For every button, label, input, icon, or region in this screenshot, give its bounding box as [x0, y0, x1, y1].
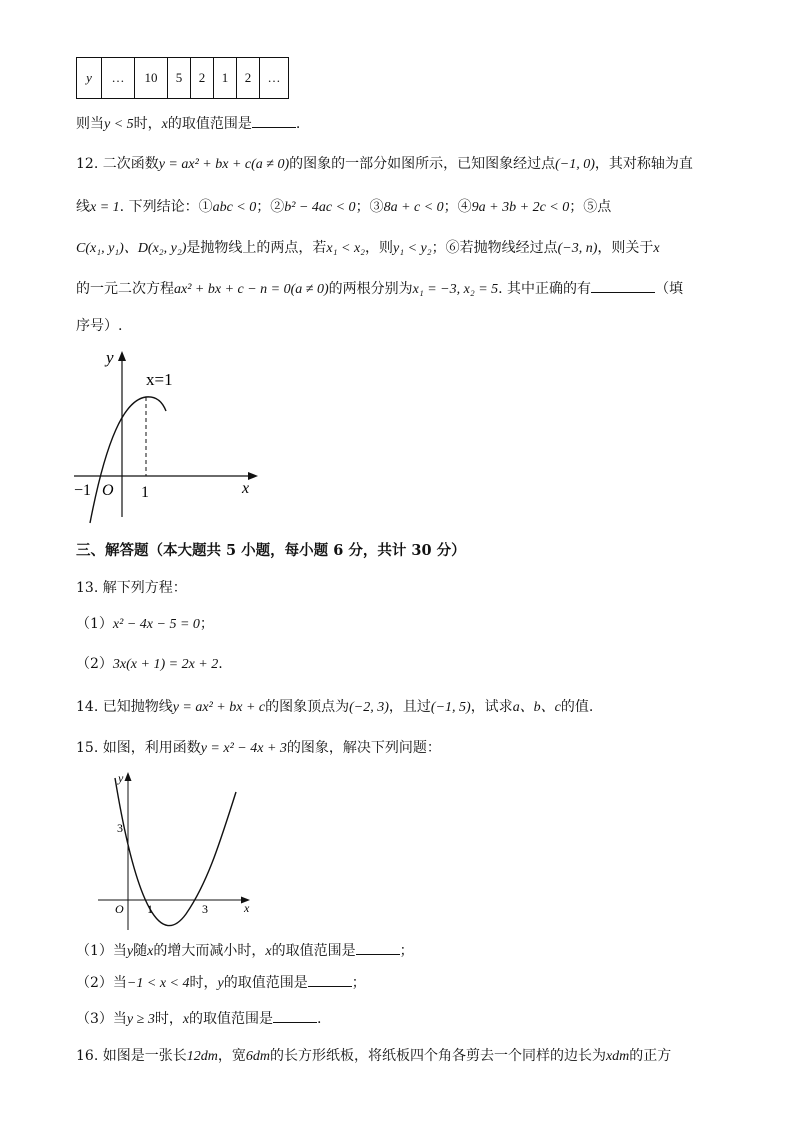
- q12-point: (−1, 0): [555, 157, 595, 172]
- q15-equation: y = x² − 4x + 3: [200, 741, 287, 756]
- q15-text: （3）当: [76, 1011, 127, 1027]
- q15-var: y: [126, 944, 134, 959]
- q12-equation: ax² + bx + c − n = 0(a ≠ 0): [174, 282, 329, 297]
- q16-side: xdm: [605, 1049, 630, 1064]
- x-axis-arrow: [248, 472, 258, 480]
- q12-text: ；②: [256, 199, 285, 215]
- q14-text: ，且过: [388, 699, 431, 715]
- q12-text: （填: [655, 281, 684, 297]
- q12-roots: x₁ = −3, x₂ = 5: [412, 282, 499, 297]
- q15-text: 时，: [189, 975, 218, 991]
- q15-var: x: [147, 944, 154, 959]
- q15-text: ；: [399, 943, 414, 959]
- table-row-label: y: [77, 58, 102, 99]
- q15-condition: −1 < x < 4: [126, 976, 190, 991]
- q15-condition: y ≥ 3: [126, 1012, 155, 1027]
- q11-condition: y < 5: [104, 117, 134, 132]
- q13-text: ；: [199, 616, 214, 632]
- q14-text: 的值.: [560, 699, 594, 715]
- q12-point: (−3, n): [557, 241, 598, 256]
- q12-text: 序号）.: [76, 318, 123, 334]
- table-cell: 2: [191, 58, 214, 99]
- section-heading: 三、解答题（本大题共 5 小题，每小题 6 分，共计 30 分）: [76, 542, 466, 559]
- q12-line-3: [76, 237, 660, 257]
- table-cell: …: [260, 58, 289, 99]
- q13-intro: 13. 解下列方程：: [76, 580, 187, 596]
- q12-text: ；⑥若抛物线经过点: [431, 240, 558, 256]
- q15-text: 的取值范围是: [189, 1011, 274, 1027]
- q12-text: ；④: [443, 199, 472, 215]
- q16-text: 的长方形纸板，将纸板四个角各剪去一个同样的边长为: [269, 1048, 606, 1064]
- q14-vertex: (−2, 3): [349, 700, 389, 715]
- tick-label-x3: 3: [202, 902, 208, 916]
- q12-line-1: [76, 153, 693, 173]
- q15-line: [76, 737, 441, 757]
- q12-text: . 下列结论：①: [119, 199, 213, 215]
- q15-part-3: [76, 1008, 322, 1028]
- q16-text: 16. 如图是一张长: [76, 1048, 187, 1064]
- answer-blank[interactable]: [273, 1008, 317, 1023]
- q14-vars: a、b、c: [512, 700, 561, 715]
- q15-var: x: [182, 1012, 190, 1027]
- value-table: [76, 57, 289, 99]
- x-axis-label: x: [244, 901, 250, 915]
- tick-label-y3: 3: [117, 821, 123, 835]
- q15-var: y: [217, 976, 224, 991]
- q12-conclusion-1: abc < 0: [212, 200, 257, 215]
- q12-equation: y = ax² + bx + c(a ≠ 0): [158, 157, 290, 172]
- tick-label-1: 1: [141, 484, 149, 501]
- part-label: （1）: [76, 616, 113, 632]
- parabola-curve: [115, 778, 236, 926]
- parabola-curve: [90, 397, 166, 523]
- table-cell: 2: [237, 58, 260, 99]
- answer-blank[interactable]: [356, 940, 400, 955]
- symmetry-axis-label: x=1: [146, 370, 173, 389]
- answer-blank[interactable]: [591, 278, 655, 293]
- q14-text: 的图象顶点为: [265, 699, 350, 715]
- q15-text: 随: [133, 943, 148, 959]
- q12-text: 的图象的一部分如图所示，已知图象经过点: [289, 156, 556, 172]
- q12-cond: y₁ < y₂: [393, 241, 432, 256]
- y-axis-label: y: [106, 348, 114, 367]
- q13-part-1: [76, 613, 214, 633]
- q16-length: 12dm: [186, 1049, 218, 1064]
- q13-part-2: [76, 653, 223, 673]
- q15-parabola-graph: [92, 762, 262, 934]
- q16-line: [76, 1045, 671, 1065]
- part-label: （2）: [76, 656, 113, 672]
- q12-conclusion-3: 8a + c < 0: [383, 200, 444, 215]
- q15-text: 15. 如图，利用函数: [76, 740, 201, 756]
- table-cell: 1: [214, 58, 237, 99]
- q11-text: 则当: [76, 116, 104, 132]
- q11-line: [76, 113, 300, 133]
- q14-text: 14. 已知抛物线: [76, 699, 173, 715]
- q12-text: 的两根分别为: [328, 281, 413, 297]
- q15-part-2: [76, 972, 366, 992]
- q15-text: 的增大而减小时，: [153, 943, 266, 959]
- q14-point: (−1, 5): [430, 700, 471, 715]
- q12-conclusion-4: 9a + 3b + 2c < 0: [471, 200, 570, 215]
- q12-var: x: [653, 241, 660, 256]
- table-row: [77, 58, 289, 99]
- q15-text: 的取值范围是: [271, 943, 356, 959]
- q12-axis-eq: x = 1: [90, 200, 120, 215]
- q15-text: （1）当: [76, 943, 127, 959]
- q15-text: 的取值范围是: [223, 975, 308, 991]
- y-axis-arrow: [118, 351, 126, 361]
- q11-text: 的取值范围是: [167, 116, 252, 132]
- q16-text: ，宽: [217, 1048, 246, 1064]
- q12-points: C(x₁, y₁)、D(x₂, y₂): [76, 241, 187, 256]
- q12-line-5: [76, 315, 122, 335]
- origin-label: O: [115, 902, 124, 916]
- q12-conclusion-2: b² − 4ac < 0: [284, 200, 356, 215]
- q11-var: x: [161, 117, 168, 132]
- q14-line: [76, 696, 593, 716]
- y-axis-arrow: [125, 772, 132, 781]
- q12-cond: x₁ < x₂: [326, 241, 366, 256]
- q12-text: 线: [76, 199, 90, 215]
- q15-text: ；: [351, 975, 366, 991]
- table-cell: 10: [135, 58, 168, 99]
- q11-text: 时，: [133, 116, 162, 132]
- q11-end: .: [295, 116, 301, 132]
- answer-blank[interactable]: [252, 113, 296, 128]
- q15-text: （2）当: [76, 975, 127, 991]
- q12-line-4: [76, 278, 683, 298]
- q14-equation: y = ax² + bx + c: [172, 700, 266, 715]
- tick-label-neg1: −1: [74, 482, 92, 499]
- q15-text: 时，: [154, 1011, 183, 1027]
- q12-text: 的一元二次方程: [76, 281, 174, 297]
- q12-text: ，则关于: [597, 240, 654, 256]
- y-axis-label: y: [118, 771, 124, 785]
- q12-text: ；③: [355, 199, 384, 215]
- q12-text: 是抛物线上的两点，若: [186, 240, 327, 256]
- q12-text: ；⑤点: [569, 199, 612, 215]
- origin-label: O: [102, 482, 114, 499]
- q16-text: 的正方: [629, 1048, 672, 1064]
- tick-label-x1: 1: [147, 902, 153, 916]
- q13-text: .: [218, 656, 223, 672]
- q12-text: 12. 二次函数: [76, 156, 159, 172]
- q15-text: .: [317, 1011, 322, 1027]
- q16-width: 6dm: [245, 1049, 270, 1064]
- q12-text: ，则: [365, 240, 394, 256]
- q12-text: ，其对称轴为直: [594, 156, 693, 172]
- q15-var: x: [265, 944, 272, 959]
- table-cell: 5: [168, 58, 191, 99]
- table-cell: …: [102, 58, 135, 99]
- q12-parabola-graph: [70, 345, 270, 525]
- x-axis-label: x: [242, 480, 250, 497]
- q14-text: ，试求: [470, 699, 513, 715]
- q15-text: 的图象，解决下列问题：: [286, 740, 441, 756]
- q12-text: . 其中正确的有: [498, 281, 592, 297]
- q12-line-2: [76, 196, 611, 216]
- q13-equation-1: x² − 4x − 5 = 0: [112, 617, 200, 632]
- q13-equation-2: 3x(x + 1) = 2x + 2: [112, 657, 219, 672]
- q15-part-1: [76, 940, 414, 960]
- answer-blank[interactable]: [308, 972, 352, 987]
